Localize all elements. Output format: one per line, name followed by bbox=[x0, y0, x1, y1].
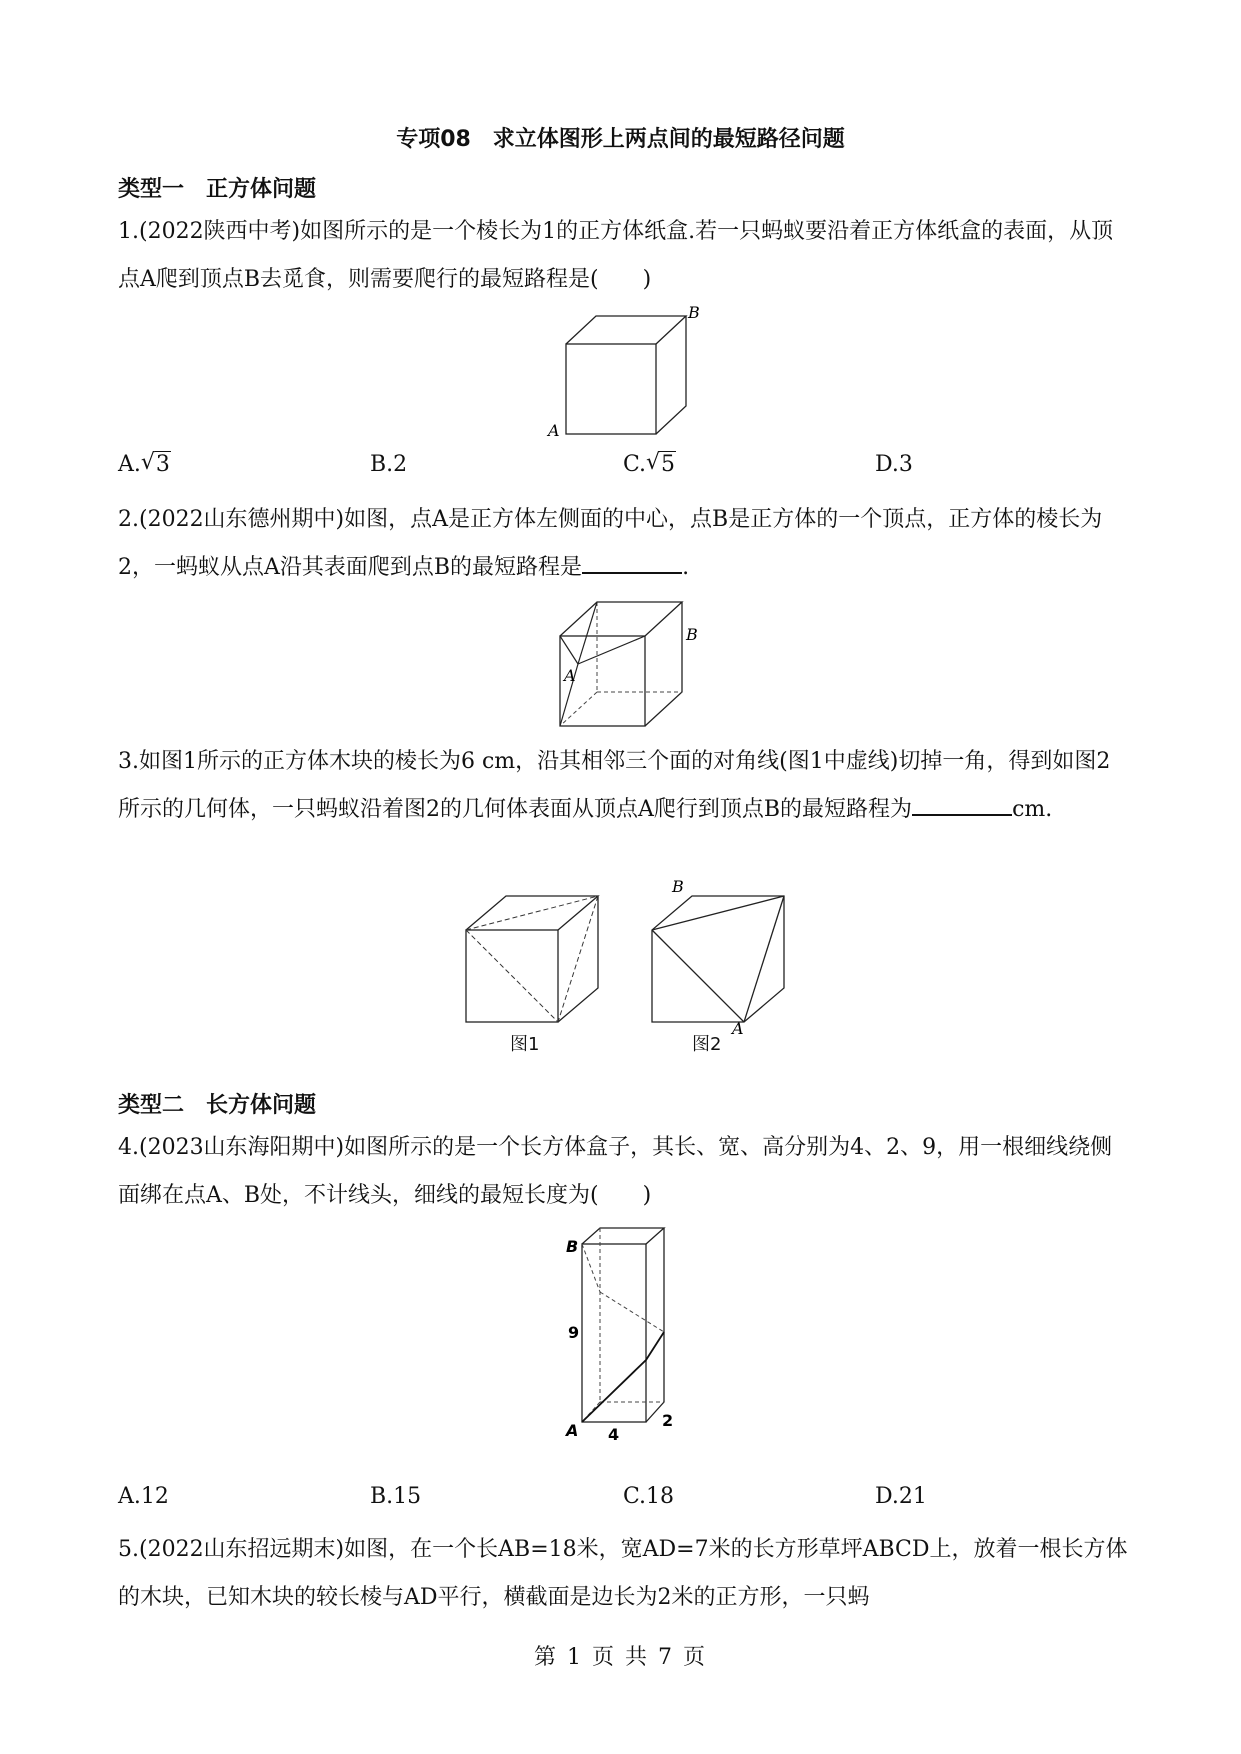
question-3-text: 3.如图1所示的正方体木块的棱长为6 cm，沿其相邻三个面的对角线(图1中虚线)切掉一角，得到如图2所示的几何体，一只蚂蚁沿着图2的几何体表面从顶点A爬行到顶点B的最短路程为 cm. bbox=[118, 749, 1111, 822]
label-a: A bbox=[566, 1421, 579, 1440]
question-2-text: 2.(2022山东德州期中)如图，点A是正方体左侧面的中心，点B是正方体的一个顶点，正方体的棱长为2，一蚂蚁从点A沿其表面爬到点B的最短路程是 . bbox=[118, 507, 1103, 580]
question-4-text: 4.(2023山东海阳期中)如图所示的是一个长方体盒子，其长、宽、高分别为4、2、9，用一根细线绕侧面绑在点A、B处，不计线头，细线的最短长度为( ) bbox=[118, 1135, 1113, 1208]
option-b[interactable]: B.2 bbox=[370, 452, 408, 477]
label-b: B bbox=[686, 625, 698, 644]
question-4-options bbox=[118, 1484, 1128, 1516]
label-b: B bbox=[566, 1237, 579, 1256]
option-c[interactable]: C.√ 5 bbox=[623, 452, 676, 477]
question-3-figure-2 bbox=[646, 877, 796, 1038]
question-2-cube-figure bbox=[552, 596, 702, 736]
label-width: 2 bbox=[662, 1411, 674, 1430]
option-c[interactable]: C.18 bbox=[623, 1484, 675, 1509]
caption-figure-2: 图2 bbox=[692, 1034, 722, 1055]
label-a: A bbox=[732, 1019, 744, 1038]
page-title: 专项08 求立体图形上两点间的最短路径问题 bbox=[396, 127, 845, 152]
label-length: 4 bbox=[608, 1425, 620, 1444]
question-1-cube-figure bbox=[548, 303, 700, 440]
option-b[interactable]: B.15 bbox=[370, 1484, 422, 1509]
answer-blank[interactable] bbox=[582, 550, 682, 574]
option-d[interactable]: D.3 bbox=[875, 452, 913, 477]
caption-figure-1: 图1 bbox=[510, 1034, 540, 1055]
section-heading-cuboid: 类型二 长方体问题 bbox=[118, 1093, 317, 1118]
question-4-box-figure bbox=[560, 1222, 690, 1442]
section-heading-cube: 类型一 正方体问题 bbox=[118, 177, 317, 202]
label-a: A bbox=[548, 421, 560, 440]
label-b: B bbox=[672, 877, 684, 896]
label-a: A bbox=[564, 666, 576, 685]
option-a[interactable]: A.12 bbox=[118, 1484, 169, 1509]
question-5-text: 5.(2022山东招远期末)如图，在一个长AB=18米，宽AD=7米的长方形草坪ABCD上，放着一根长方体的木块，已知木块的较长棱与AD平行，横截面是边长为2米的正方形，一只蚂 bbox=[118, 1537, 1128, 1610]
answer-blank[interactable] bbox=[912, 792, 1012, 816]
option-a[interactable]: A.√ 3 bbox=[118, 452, 171, 477]
question-1-options bbox=[118, 452, 1128, 484]
page-footer: 第 1 页 共 7 页 bbox=[534, 1645, 707, 1670]
label-b: B bbox=[688, 303, 700, 322]
option-d[interactable]: D.21 bbox=[875, 1484, 927, 1509]
question-3-figure-1 bbox=[460, 892, 610, 1024]
label-height: 9 bbox=[568, 1323, 580, 1342]
question-1-text: 1.(2022陕西中考)如图所示的是一个棱长为1的正方体纸盒.若一只蚂蚁要沿着正方体纸盒的表面，从顶点A爬到顶点B去觅食，则需要爬行的最短路程是( ) bbox=[118, 219, 1114, 292]
